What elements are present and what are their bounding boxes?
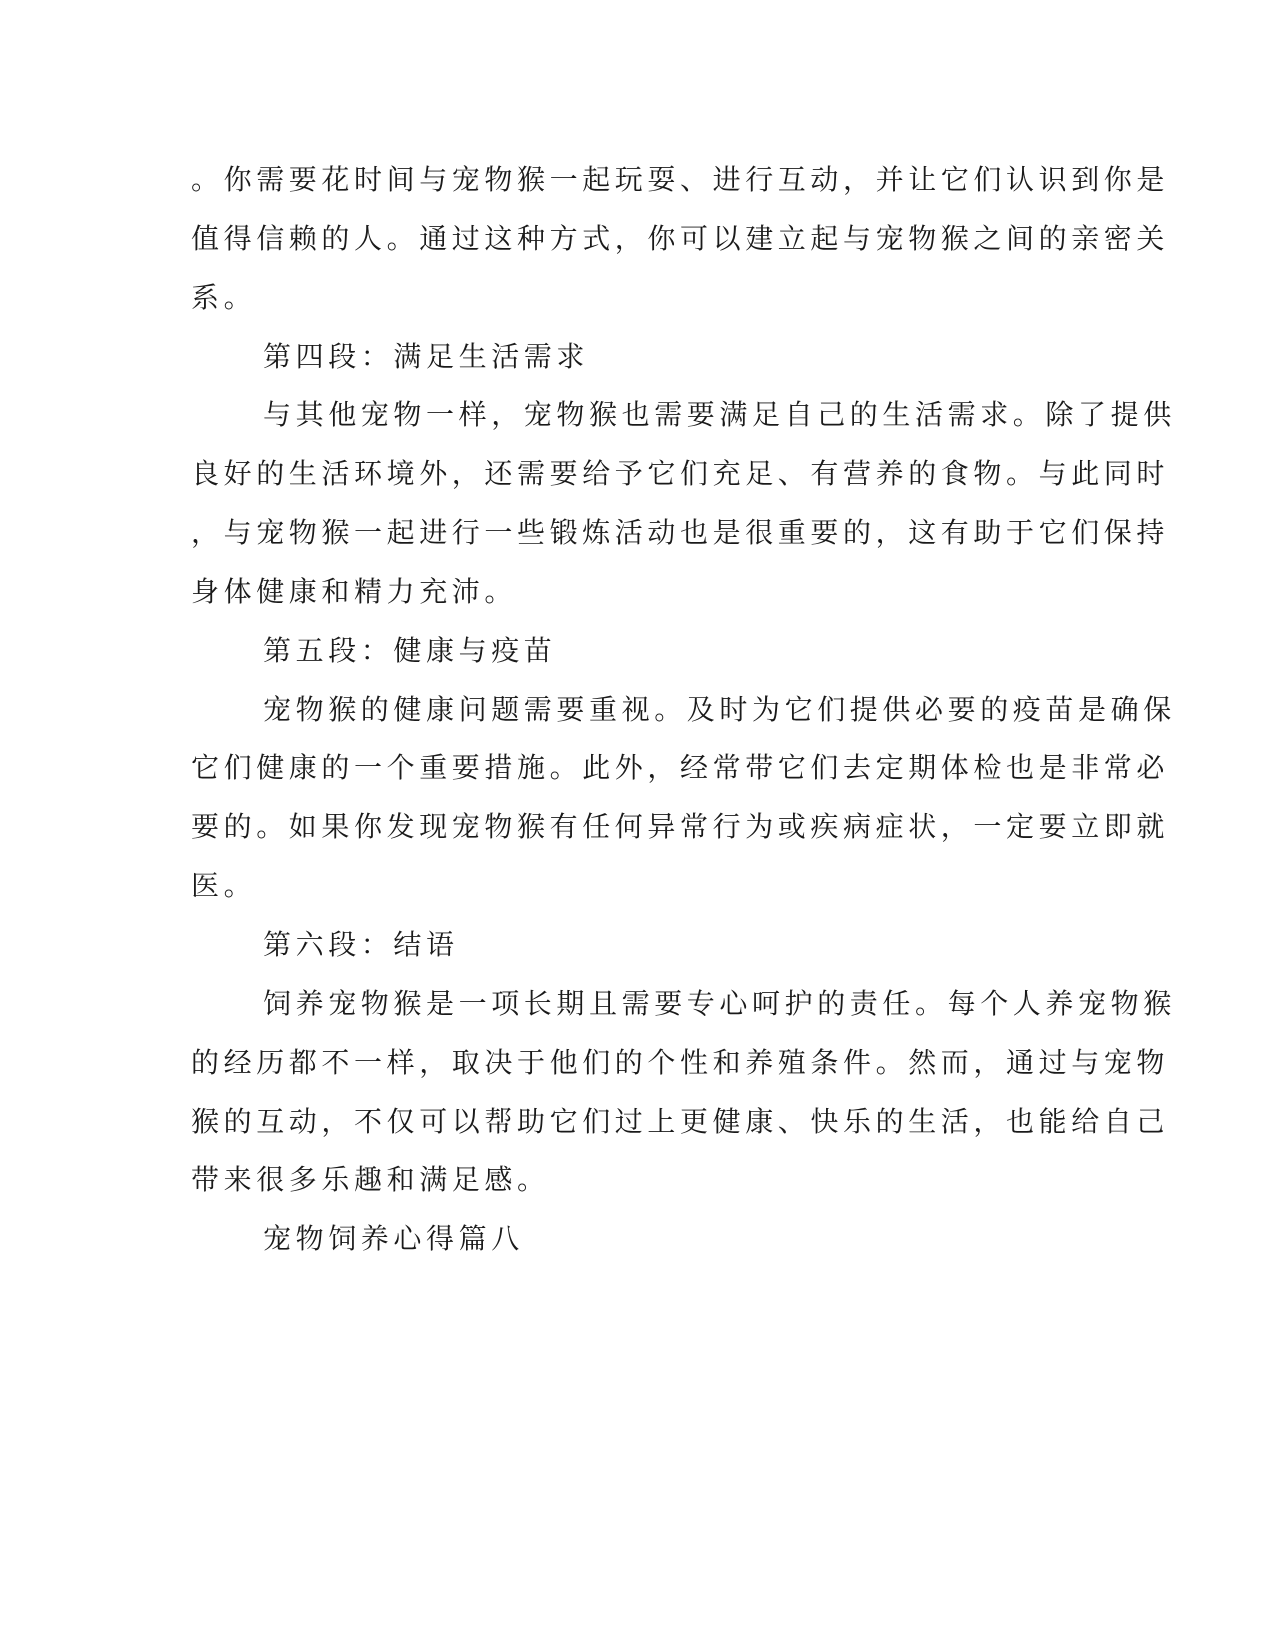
section-heading: 宠物饲养心得篇八 bbox=[263, 1222, 524, 1255]
paragraph-line: 猴的互动，不仅可以帮助它们过上更健康、快乐的生活，也能给自己 bbox=[191, 1105, 1170, 1138]
paragraph-line: 的经历都不一样，取决于他们的个性和养殖条件。然而，通过与宠物 bbox=[191, 1046, 1170, 1079]
section-heading: 第六段：结语 bbox=[263, 928, 459, 961]
paragraph-line: 值得信赖的人。通过这种方式，你可以建立起与宠物猴之间的亲密关 bbox=[191, 222, 1170, 255]
paragraph-line: 良好的生活环境外，还需要给予它们充足、有营养的食物。与此同时 bbox=[191, 457, 1170, 490]
paragraph-line: 与其他宠物一样，宠物猴也需要满足自己的生活需求。除了提供 bbox=[263, 398, 1176, 431]
paragraph-line: 饲养宠物猴是一项长期且需要专心呵护的责任。每个人养宠物猴 bbox=[263, 987, 1176, 1020]
paragraph-line: 医。 bbox=[191, 869, 257, 902]
paragraph-line: 带来很多乐趣和满足感。 bbox=[191, 1163, 550, 1196]
paragraph-line: 身体健康和精力充沛。 bbox=[191, 575, 518, 608]
section-heading: 第四段：满足生活需求 bbox=[263, 340, 590, 373]
paragraph-line: 。你需要花时间与宠物猴一起玩耍、进行互动，并让它们认识到你是 bbox=[191, 163, 1170, 196]
paragraph-line: 宠物猴的健康问题需要重视。及时为它们提供必要的疫苗是确保 bbox=[263, 693, 1176, 726]
paragraph-line: 要的。如果你发现宠物猴有任何异常行为或疾病症状，一定要立即就 bbox=[191, 810, 1170, 843]
paragraph-line: ，与宠物猴一起进行一些锻炼活动也是很重要的，这有助于它们保持 bbox=[191, 516, 1170, 549]
paragraph-line: 系。 bbox=[191, 281, 257, 314]
paragraph-line: 它们健康的一个重要措施。此外，经常带它们去定期体检也是非常必 bbox=[191, 751, 1170, 784]
section-heading: 第五段：健康与疫苗 bbox=[263, 634, 557, 667]
